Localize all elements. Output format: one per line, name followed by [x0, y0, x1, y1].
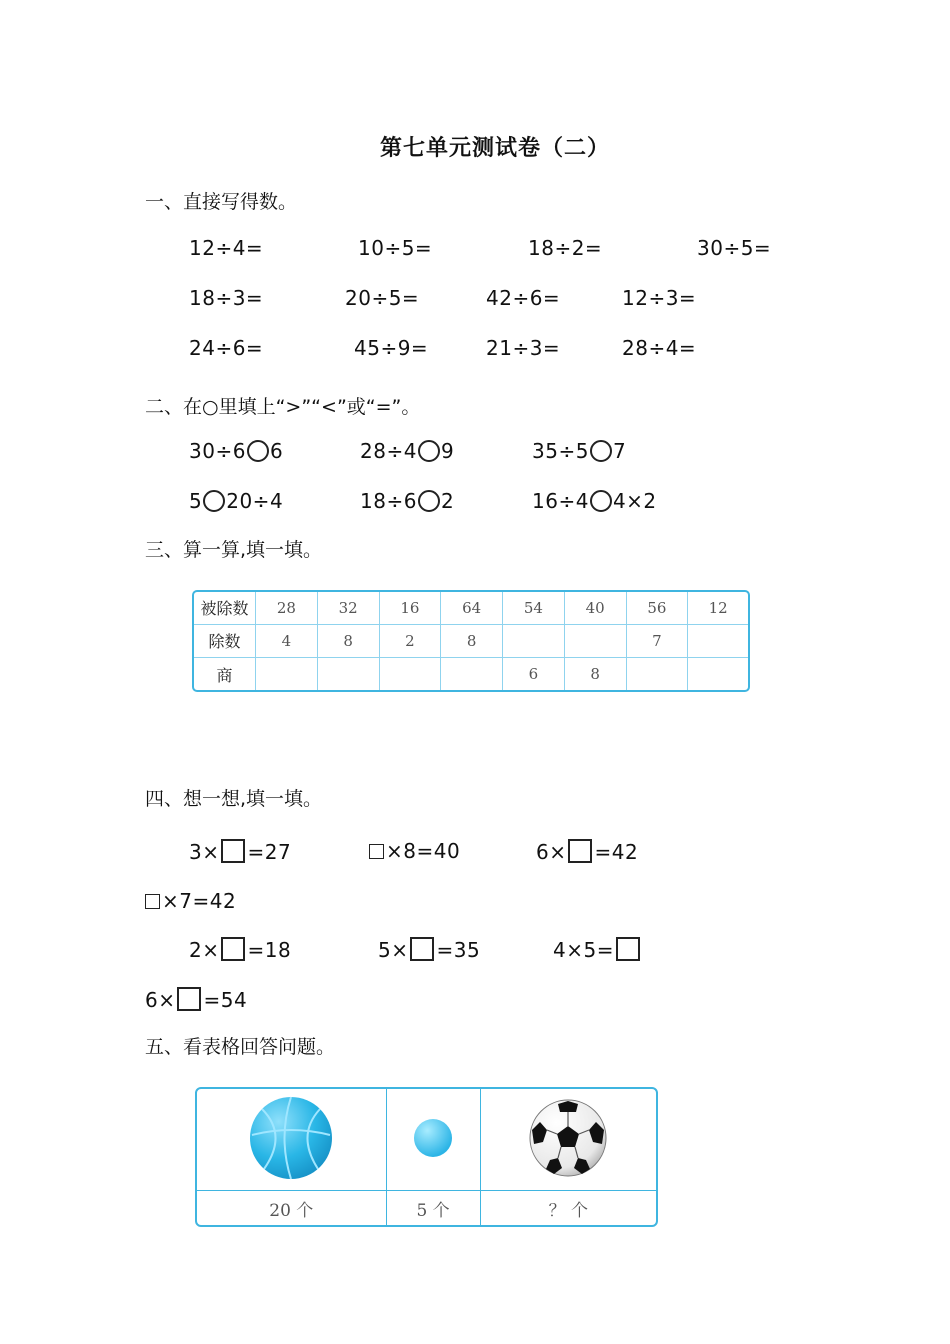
table-cell[interactable] [503, 624, 565, 657]
answer-circle[interactable] [590, 490, 612, 512]
table-cell: 8 [441, 624, 503, 657]
table-cell [480, 1089, 656, 1191]
division-table [192, 590, 750, 692]
s1-expr: 12÷4= [189, 236, 264, 260]
s1-expr: 10÷5= [358, 236, 433, 260]
table-cell: 8 [317, 624, 379, 657]
s1-expr: 18÷3= [189, 286, 264, 310]
section-4-heading: 四、想一想,填一填。 [145, 788, 323, 810]
s2-compare-item: 18÷6 2 [360, 489, 455, 513]
answer-box[interactable] [177, 987, 201, 1011]
table-cell[interactable] [317, 658, 379, 690]
table-cell[interactable] [256, 658, 318, 690]
table-cell: 32 [317, 592, 379, 624]
table-cell [386, 1089, 480, 1191]
section-5-heading: 五、看表格回答问题。 [145, 1036, 336, 1058]
table-row-quotient [194, 658, 748, 690]
s1-expr: 21÷3= [486, 336, 561, 360]
s4-equation: 4×5= [553, 937, 642, 962]
s4-equation: 3× =27 [189, 840, 292, 864]
table-cell: 6 [503, 658, 565, 690]
answer-circle[interactable] [203, 490, 225, 512]
answer-box[interactable] [221, 937, 245, 961]
table-cell[interactable] [688, 624, 748, 657]
page-title: 第七单元测试卷（二） [379, 135, 610, 161]
answer-circle[interactable] [418, 440, 440, 462]
table-cell: 28 [256, 592, 318, 624]
s1-expr: 12÷3= [622, 286, 697, 310]
table-cell: 20 个 [197, 1191, 386, 1226]
table-cell: 5 个 [386, 1191, 480, 1226]
s2-compare-item: 16÷4 4×2 [532, 489, 657, 513]
answer-box[interactable] [145, 894, 160, 909]
table-row-dividend [194, 592, 748, 624]
table-cell: ？ 个 [480, 1191, 656, 1226]
row-label: 除数 [194, 624, 256, 657]
s1-expr: 45÷9= [354, 336, 429, 360]
answer-box[interactable] [568, 839, 592, 863]
table-row-divisor [194, 624, 748, 657]
table-cell: 54 [503, 592, 565, 624]
soccer-ball-icon [528, 1098, 608, 1178]
s4-equation: ×7=42 [145, 889, 236, 913]
s1-expr: 20÷5= [345, 286, 420, 310]
row-label: 商 [194, 658, 256, 690]
s2-compare-item: 28÷4 9 [360, 439, 455, 463]
table-cell[interactable] [441, 658, 503, 690]
answer-box[interactable] [410, 937, 434, 961]
s4-equation: 2× =18 [189, 938, 292, 962]
table-row-images [197, 1089, 656, 1191]
pingpong-ball-icon [412, 1117, 454, 1159]
answer-circle[interactable] [590, 440, 612, 462]
table-cell: 7 [626, 624, 688, 657]
answer-box[interactable] [616, 937, 640, 961]
s2-compare-item: 35÷5 7 [532, 439, 627, 463]
table-cell: 8 [564, 658, 626, 690]
s4-equation: ×8=40 [369, 839, 460, 863]
table-cell: 40 [564, 592, 626, 624]
row-label: 被除数 [194, 592, 256, 624]
table-cell[interactable] [688, 658, 748, 690]
table-cell: 56 [626, 592, 688, 624]
section-2-heading: 二、在○里填上“>”“<”或“=”。 [145, 396, 421, 418]
s2-compare-item: 30÷6 6 [189, 439, 284, 463]
s4-equation: 5× =35 [378, 938, 481, 962]
s1-expr: 30÷5= [697, 236, 772, 260]
table-row-counts [197, 1191, 656, 1226]
table-cell: 12 [688, 592, 748, 624]
table-cell: 16 [379, 592, 441, 624]
answer-box[interactable] [221, 839, 245, 863]
table-cell[interactable] [564, 624, 626, 657]
answer-box[interactable] [369, 844, 384, 859]
answer-circle[interactable] [247, 440, 269, 462]
table-cell: 2 [379, 624, 441, 657]
s1-expr: 24÷6= [189, 336, 264, 360]
answer-circle[interactable] [418, 490, 440, 512]
section-1-heading: 一、直接写得数。 [145, 191, 298, 213]
ball-count-table [195, 1087, 658, 1227]
s1-expr: 42÷6= [486, 286, 561, 310]
s1-expr: 18÷2= [528, 236, 603, 260]
table-cell[interactable] [379, 658, 441, 690]
basketball-icon [248, 1095, 334, 1181]
table-cell: 4 [256, 624, 318, 657]
s4-equation: 6× =42 [536, 840, 639, 864]
s2-compare-item: 5 20÷4 [189, 489, 284, 513]
section-3-heading: 三、算一算,填一填。 [145, 539, 323, 561]
table-cell: 64 [441, 592, 503, 624]
s1-expr: 28÷4= [622, 336, 697, 360]
table-cell[interactable] [626, 658, 688, 690]
s4-equation: 6× =54 [145, 988, 248, 1012]
table-cell [197, 1089, 386, 1191]
